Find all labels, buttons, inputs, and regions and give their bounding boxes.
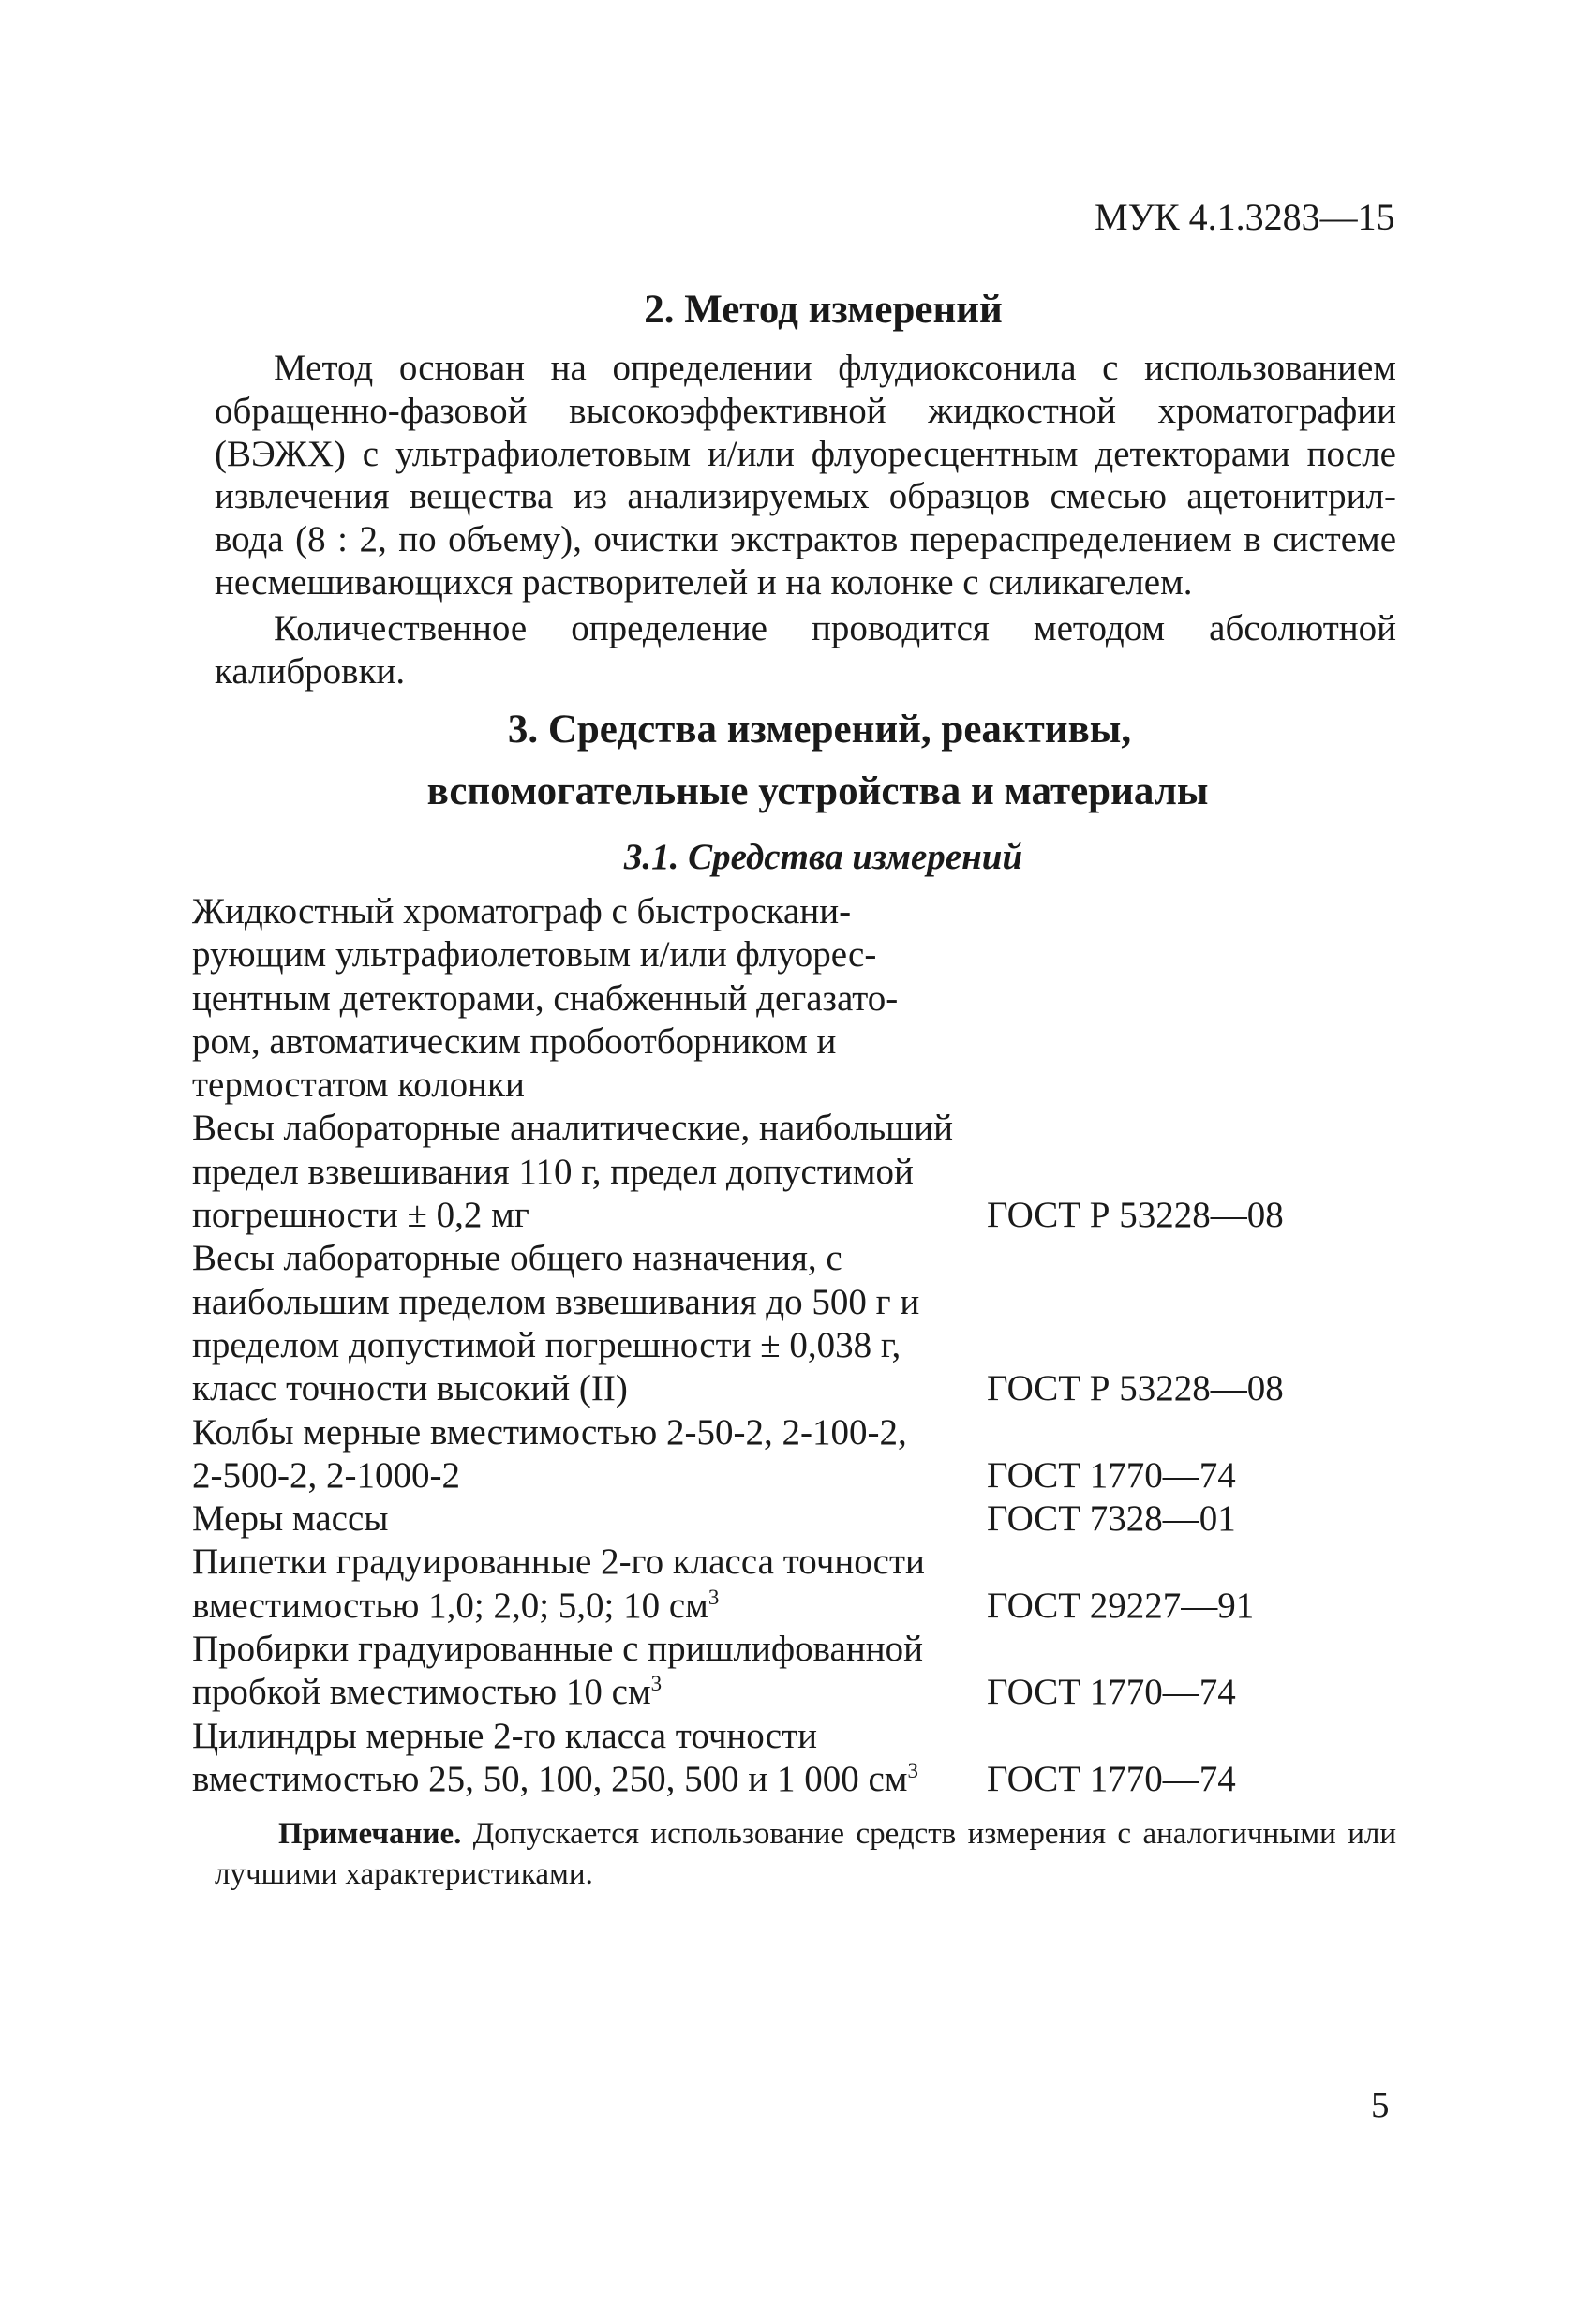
instrument-description-line — [192, 1671, 979, 1714]
instrument-description — [192, 1541, 979, 1628]
section-3-title-line-2: вспомогательные устройства и материалы — [426, 769, 1209, 813]
instrument-description — [192, 1411, 979, 1498]
instrument-description — [192, 1237, 979, 1410]
note — [215, 1814, 1396, 1895]
instrument-description — [192, 890, 979, 1107]
standard-reference: ГОСТ Р 53228—08 — [987, 1368, 1284, 1409]
instrument-description-line: Пипетки градуированные 2-го класса точности — [192, 1542, 925, 1583]
instrument-description — [192, 1628, 979, 1715]
note-label: Примечание. — [278, 1817, 462, 1851]
unit-superscript: 3 — [650, 1672, 663, 1696]
instrument-item — [192, 1107, 1354, 1237]
line-text: вместимостью 25, 50, 100, 250, 500 и 1 000 см — [192, 1758, 908, 1799]
instrument-description-line: пределом допустимой погрешности ± 0,038 г, — [192, 1324, 901, 1365]
instrument-description-line: Колбы мерные вместимостью 2-50-2, 2-100-2, — [192, 1411, 907, 1452]
standard-reference: ГОСТ 1770—74 — [987, 1672, 1236, 1713]
instrument-item — [192, 1715, 1354, 1802]
instrument-description-line — [192, 1758, 979, 1801]
section-3-title-line-1: 3. Средства измерений, реактивы, — [507, 708, 1132, 752]
instrument-description-line: наибольшим пределом взвешивания до 500 г и — [192, 1281, 920, 1322]
unit-superscript: 3 — [708, 1585, 720, 1609]
instrument-description-line: Меры массы — [192, 1498, 389, 1540]
instrument-description-line: 2-500-2, 2-1000-2 — [192, 1454, 460, 1496]
standard-reference: ГОСТ 1770—74 — [987, 1454, 1236, 1496]
standard-reference: ГОСТ 1770—74 — [987, 1758, 1236, 1799]
instrument-description-line: погрешности ± 0,2 мг — [192, 1195, 529, 1236]
section-2-paragraph-1: Метод основан на определении флудиоксонила с использованием обращенно-фазовой высокоэффективной жидкостной хроматографии (ВЭЖХ) с ультрафиолетовым и/или флуоресцентным детекторами после извлечения вещества из анализируемых образцов смесью ацетонитрил-вода (8 : 2, по объему), очистки экстрактов перераспределением в системе несмешивающихся растворителей и на колонке с силикагелем. — [215, 348, 1396, 603]
instrument-item — [192, 1411, 1354, 1498]
instrument-description-line: Цилиндры мерные 2-го класса точности — [192, 1715, 817, 1756]
section-2-title: 2. Метод измерений — [644, 288, 1003, 332]
instrument-item — [192, 1497, 1354, 1541]
standard-reference: ГОСТ 29227—91 — [987, 1585, 1255, 1626]
instrument-description-line: рующим ультрафиолетовым и/или флуорес- — [192, 934, 877, 976]
instrument-description-line: предел взвешивания 110 г, предел допустимой — [192, 1151, 914, 1192]
instrument-item — [192, 1628, 1354, 1715]
line-text: пробкой вместимостью 10 см — [192, 1672, 651, 1713]
note-text: Допускается использование средств измерения с аналогичными или лучшими характеристиками. — [215, 1817, 1396, 1891]
instrument-description — [192, 1497, 979, 1541]
standard-reference: ГОСТ Р 53228—08 — [987, 1195, 1284, 1236]
instrument-item — [192, 890, 1354, 1107]
section-2-paragraph-2: Количественное определение проводится методом абсолютной калибровки. — [215, 608, 1396, 692]
line-text: вместимостью 1,0; 2,0; 5,0; 10 см — [192, 1585, 708, 1626]
instrument-description-line: термостатом колонки — [192, 1065, 525, 1106]
document-code: МУК 4.1.3283—15 — [1095, 196, 1395, 238]
instrument-description-line — [192, 1585, 979, 1628]
subsection-3-1-title: 3.1. Средства измерений — [623, 837, 1023, 877]
instrument-item — [192, 1237, 1354, 1410]
instrument-description — [192, 1715, 979, 1802]
instrument-description-line: класс точности высокий (II) — [192, 1368, 628, 1409]
instrument-description-line: ром, автоматическим пробоотборником и — [192, 1020, 837, 1062]
unit-superscript: 3 — [907, 1758, 918, 1782]
instrument-item — [192, 1541, 1354, 1628]
instrument-description-line: центным детекторами, снабженный дегазато- — [192, 977, 899, 1019]
page-number: 5 — [1371, 2085, 1390, 2125]
standard-reference: ГОСТ 7328—01 — [987, 1498, 1236, 1540]
instrument-description-line: Весы лабораторные аналитические, наибольший — [192, 1108, 953, 1149]
instrument-description-line: Жидкостный хроматограф с быстроскани- — [192, 891, 852, 931]
instruments-list — [192, 890, 1354, 1801]
instrument-description — [192, 1107, 979, 1237]
instrument-description-line: Весы лабораторные общего назначения, с — [192, 1238, 842, 1279]
instrument-description-line: Пробирки градуированные с пришлифованной — [192, 1629, 923, 1670]
